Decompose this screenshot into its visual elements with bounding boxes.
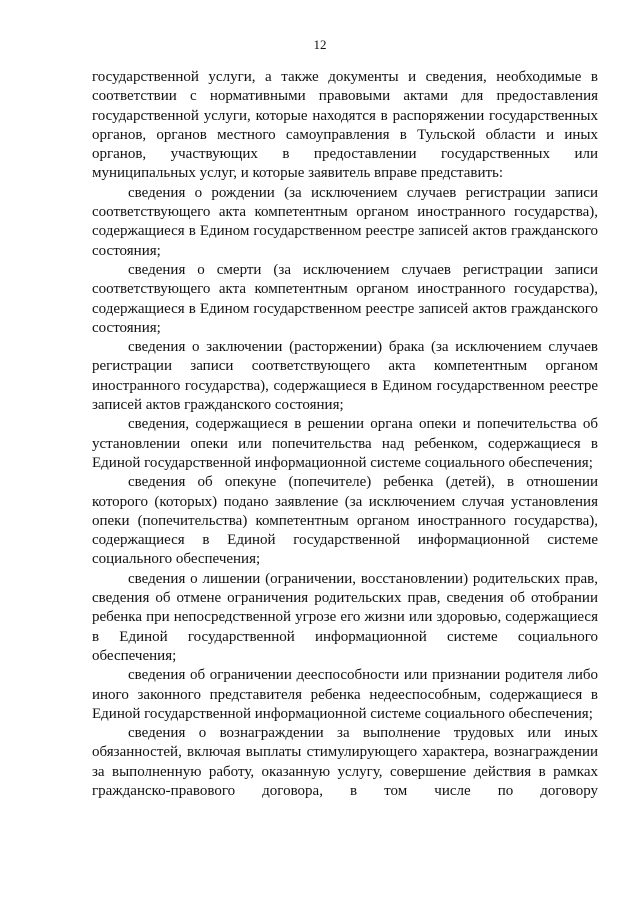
paragraph: сведения, содержащиеся в решении органа опеки и попечительства об установлении опеки или попечительства над ребенком, содержащиеся в Единой государственной информационной системе социального обеспечения; [92,416,598,471]
paragraph: сведения о заключении (расторжении) брака (за исключением случаев регистрации записи соответствующего акта компетентным органом иностранного государства), содержащиеся в Едином государственном реестре записей актов гражданского состояния; [92,339,598,414]
page-number: 12 [313,37,327,52]
paragraph: государственной услуги, а также документы и сведения, необходимые в соответствии с нормативными правовыми актами для предоставления государственной услуги, которые находятся в распоряжении государственных органов, органов местного самоуправления в Тульской области и иных органов, участвующих в предоставлении государственных или муниципальных услуг, и которые заявитель вправе представить: [92,69,598,182]
paragraph: сведения о вознаграждении за выполнение трудовых или иных обязанностей, включая выплаты стимулирующего характера, вознаграждении за выполненную работу, оказанную услугу, совершение действия в рамках гражданско-правового договора, в том числе по договору [92,725,598,799]
paragraph: сведения об опекуне (попечителе) ребенка (детей), в отношении которого (которых) подано заявление (за исключением случая установления опеки (попечительства) компетентным органом иностранного государства), содержащиеся в Единой государственной информационной системе социального обеспечения; [92,474,598,568]
paragraph: сведения о рождении (за исключением случаев регистрации записи соответствующего акта компетентным органом иностранного государства), содержащиеся в Едином государственном реестре записей актов гражданского состояния; [92,184,598,259]
paragraph: сведения о лишении (ограничении, восстановлении) родительских прав, сведения об отмене ограничения родительских прав, сведения об отобрании ребенка при непосредственной угрозе его жизни или здоровью, содержащиеся в Единой государственной информационной системе социального обеспечения; [92,570,598,664]
paragraph: сведения об ограничении дееспособности или признании родителя либо иного законного представителя ребенка недееспособным, содержащиеся в Единой государственной информационной системе социального обеспечения; [92,667,598,722]
paragraph: сведения о смерти (за исключением случаев регистрации записи соответствующего акта компетентным органом иностранного государства), содержащиеся в Едином государственном реестре записей актов гражданского состояния; [92,261,598,336]
document-body [92,68,598,801]
